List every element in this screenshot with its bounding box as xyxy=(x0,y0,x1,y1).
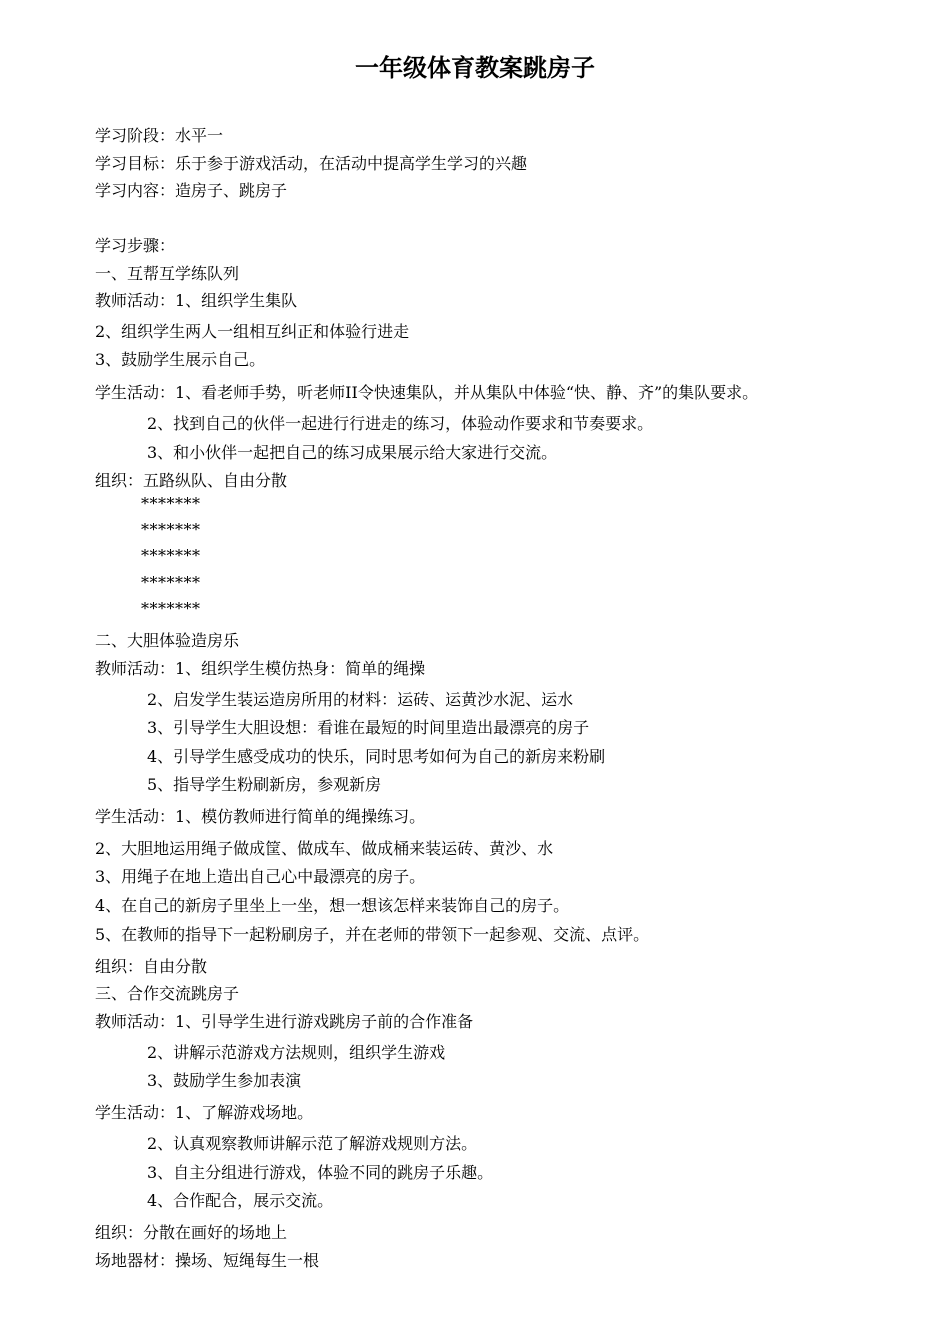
study-steps-heading: 学习步骤： xyxy=(95,236,176,255)
text-line: 2、认真观察教师讲解示范了解游戏规则方法。 xyxy=(147,1134,478,1153)
teacher-activity-1: 教师活动：1、组织学生集队 xyxy=(95,291,298,310)
text-line: 4、引导学生感受成功的快乐，同时思考如何为自己的新房来粉刷 xyxy=(147,747,606,766)
organization-1: 组织：五路纵队、自由分散 xyxy=(95,471,288,490)
text-line: 2、找到自己的伙伴一起进行行进走的练习，体验动作要求和节奏要求。 xyxy=(147,414,654,433)
text-line: 3、用绳子在地上造出自己心中最漂亮的房子。 xyxy=(95,867,426,886)
text-line: 5、在教师的指导下一起粉刷房子，并在老师的带领下一起参观、交流、点评。 xyxy=(95,925,650,944)
formation-row: ******* xyxy=(141,494,201,513)
organization-2: 组织：自由分散 xyxy=(95,957,208,976)
study-goal: 学习目标：乐于参于游戏活动，在活动中提高学生学习的兴趣 xyxy=(95,154,528,173)
formation-row: ******* xyxy=(141,546,201,565)
organization-3: 组织：分散在画好的场地上 xyxy=(95,1223,288,1242)
formation-row: ******* xyxy=(141,520,201,539)
section-2-heading: 二、大胆体验造房乐 xyxy=(95,631,240,650)
text-line: 2、组织学生两人一组相互纠正和体验行进走 xyxy=(95,322,410,341)
text-line: 3、鼓励学生展示自己。 xyxy=(95,350,266,369)
section-1-heading: 一、互帮互学练队列 xyxy=(95,264,240,283)
document-title: 一年级体育教案跳房子 xyxy=(355,54,595,82)
text-line: 4、合作配合，展示交流。 xyxy=(147,1191,334,1210)
formation-row: ******* xyxy=(141,573,201,592)
text-line: 2、启发学生装运造房所用的材料：运砖、运黄沙水泥、运水 xyxy=(147,690,574,709)
text-line: 3、鼓励学生参加表演 xyxy=(147,1071,302,1090)
text-line: 3、引导学生大胆设想：看谁在最短的时间里造出最漂亮的房子 xyxy=(147,718,590,737)
student-activity-3: 学生活动：1、了解游戏场地。 xyxy=(95,1103,314,1122)
venue-equipment: 场地器材：操场、短绳每生一根 xyxy=(95,1251,320,1270)
teacher-activity-3: 教师活动：1、引导学生进行游戏跳房子前的合作准备 xyxy=(95,1012,474,1031)
text-line: 2、讲解示范游戏方法规则，组织学生游戏 xyxy=(147,1043,446,1062)
student-activity-2: 学生活动：1、模仿教师进行简单的绳操练习。 xyxy=(95,807,426,826)
text-line: 3、自主分组进行游戏，体验不同的跳房子乐趣。 xyxy=(147,1163,494,1182)
study-stage: 学习阶段：水平一 xyxy=(95,126,224,145)
formation-row: ******* xyxy=(141,599,201,618)
text-line: 4、在自己的新房子里坐上一坐，想一想该怎样来装饰自己的房子。 xyxy=(95,896,570,915)
text-line: 2、大胆地运用绳子做成筐、做成车、做成桶来装运砖、黄沙、水 xyxy=(95,839,554,858)
section-3-heading: 三、合作交流跳房子 xyxy=(95,984,240,1003)
teacher-activity-2: 教师活动：1、组织学生模仿热身：简单的绳操 xyxy=(95,659,426,678)
student-activity-1: 学生活动：1、看老师手势，听老师II令快速集队，并从集队中体验“快、静、齐”的集队要求。 xyxy=(95,383,759,402)
text-line: 3、和小伙伴一起把自己的练习成果展示给大家进行交流。 xyxy=(147,443,558,462)
text-line: 5、指导学生粉刷新房，参观新房 xyxy=(147,775,382,794)
study-content: 学习内容：造房子、跳房子 xyxy=(95,181,288,200)
